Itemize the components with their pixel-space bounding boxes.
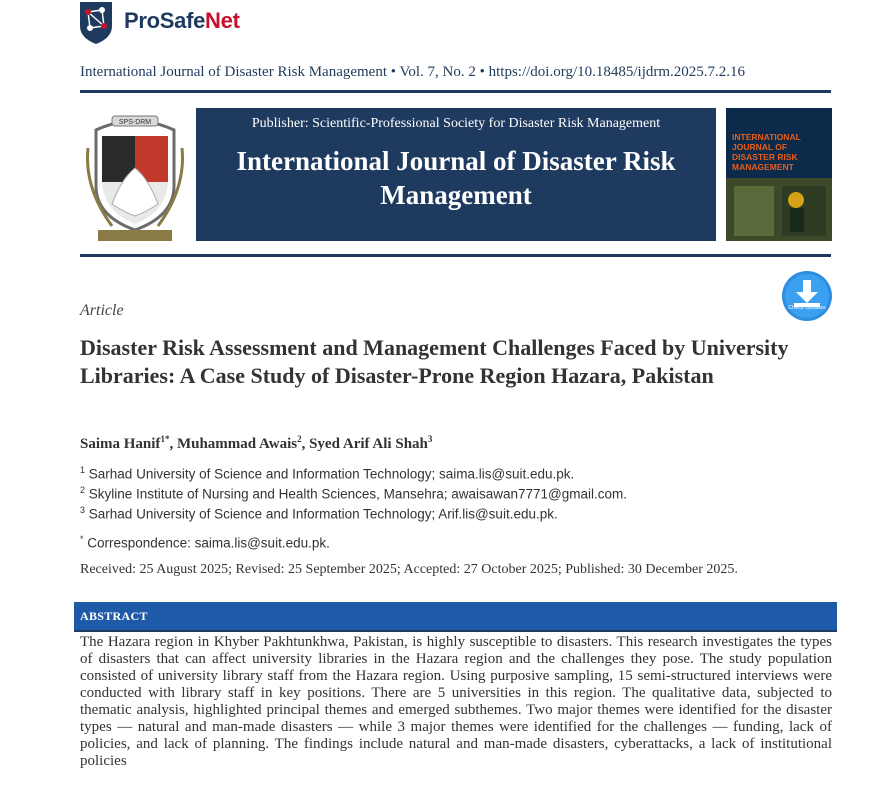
journal-banner: [196, 108, 716, 241]
brand-name: [124, 8, 240, 34]
banner-journal-title: International Journal of Disaster Risk Management: [236, 146, 676, 210]
brand-name-part2: Net: [205, 8, 240, 33]
prosafenet-logo-icon: [78, 0, 114, 44]
affiliation-text: Skyline Institute of Nursing and Health Sciences, Mansehra; awaisawan7771@gmail.com.: [88, 486, 628, 502]
society-emblem-text: SPS-DRM: [118, 119, 152, 126]
check-updates-button[interactable]: [781, 270, 833, 322]
affiliation-superscript: 1: [80, 465, 86, 475]
author-name: Muhammad Awais: [176, 436, 298, 452]
author-name: Syed Arif Ali Shah: [309, 436, 428, 452]
cover-title: INTERNATIONAL JOURNAL OF DISASTER RISK MANAGEMENT: [732, 132, 801, 172]
brand-name-part1: ProSafe: [124, 8, 206, 33]
correspondence-superscript: *: [80, 534, 84, 544]
affiliation-text: Sarhad University of Science and Information Technology; Arif.lis@suit.edu.pk.: [88, 506, 558, 522]
correspondence-text: Correspondence: saima.lis@suit.edu.pk.: [87, 535, 330, 551]
divider: [80, 254, 831, 257]
affiliation-text: Sarhad University of Science and Information Technology; saima.lis@suit.edu.pk.: [88, 466, 575, 482]
journal-cover-image: [726, 108, 832, 241]
abstract-header-bar: [74, 602, 837, 632]
article-dates: Received: 25 August 2025; Revised: 25 September 2025; Accepted: 27 October 2025; Published: 30 December 2025.: [80, 562, 738, 577]
affiliation: [80, 485, 627, 502]
article-type-label: Article: [80, 302, 124, 319]
affiliation-superscript: 3: [80, 505, 86, 515]
divider: [80, 90, 831, 93]
author-superscript: 1*: [160, 434, 170, 444]
banner-publisher: Publisher: Scientific-Professional Society for Disaster Risk Management: [251, 116, 661, 131]
author-superscript: 2: [297, 434, 302, 444]
affiliation: [80, 465, 574, 482]
author-superscript: 3: [427, 434, 433, 444]
society-emblem-logo: [82, 108, 188, 242]
correspondence: [80, 534, 330, 551]
download-icon: [781, 270, 833, 322]
article-title: Disaster Risk Assessment and Management Challenges Faced by University Libraries: A Case Study of Disaster-Prone Region Hazara, Pakistan: [80, 335, 789, 388]
author-name: Saima Hanif: [80, 436, 161, 452]
affiliation-superscript: 2: [80, 485, 86, 495]
check-updates-label: Check Updates: [788, 305, 826, 311]
journal-citation-line: International Journal of Disaster Risk Management • Vol. 7, No. 2 • https://doi.org/10.18485/ijdrm.2025.7.2.16: [80, 64, 746, 80]
abstract-heading: ABSTRACT: [80, 609, 148, 623]
author-list: Saima Hanif$^{1*}$, Muhammad Awais$^2$, Syed Arif Ali Shah$^3$: [80, 434, 433, 452]
abstract-text: The Hazara region in Khyber Pakhtunkhwa, Pakistan, is highly susceptible to disasters. This research investigates the types of disasters that can affect university libraries in the Hazara region and the challenges they pose. The study population consisted of university library staff from the Hazara region. Using purposive sampling, 15 semi-structured interviews were conducted with library staff in key positions. There are 5 universities in this region. The qualitative data, subjected to thematic analysis, highlighted principal themes and emerged subthemes. Two major themes were identified for the disaster types — natural and man-made disasters — while 3 major themes were identified for the challenges — funding, lack of policies, and lack of planning. The findings include natural and man-made disasters, cyberattacks, a lack of institutional policies: [80, 634, 832, 769]
affiliation: [80, 505, 558, 522]
